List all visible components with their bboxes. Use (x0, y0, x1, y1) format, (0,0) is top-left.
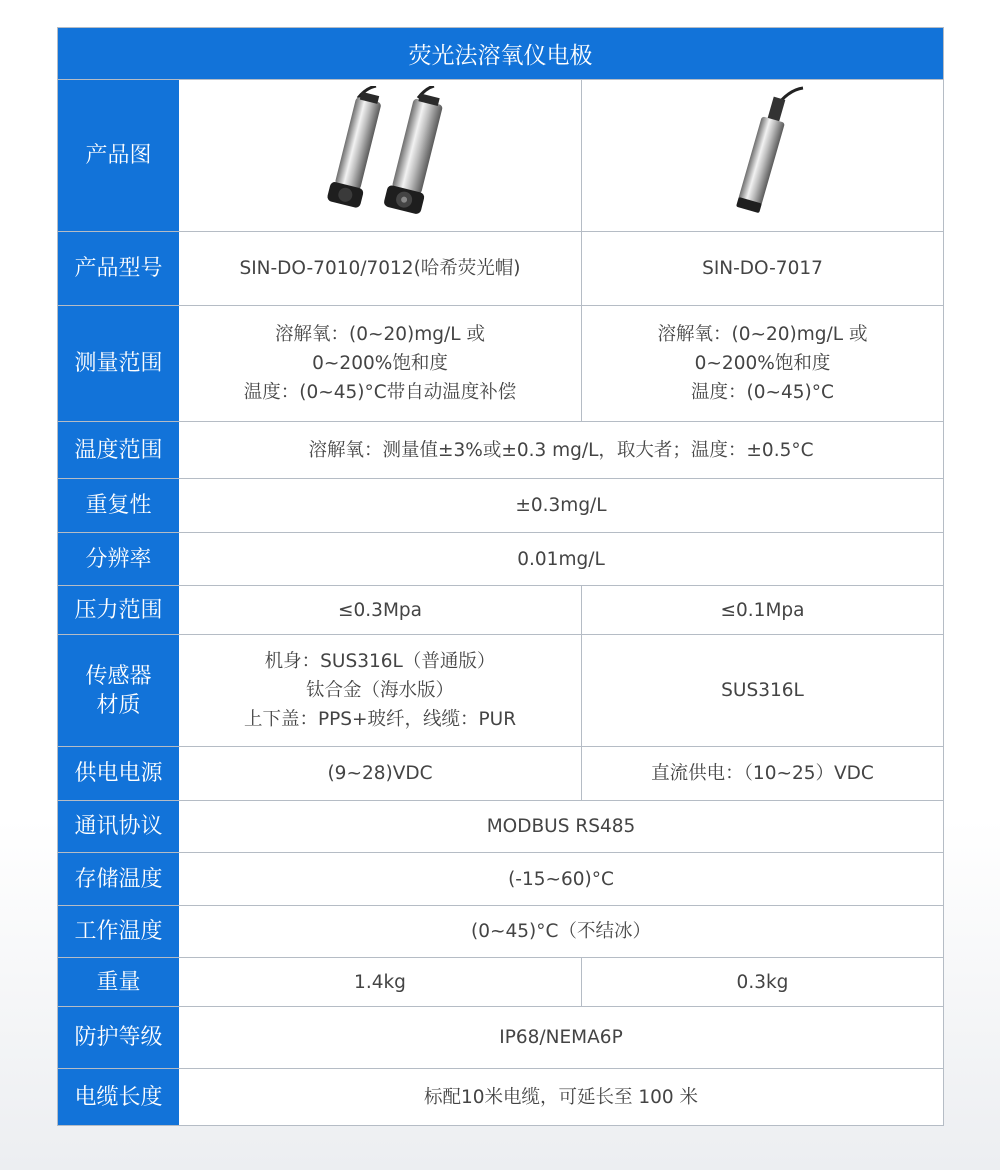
row-label: 温度范围 (58, 422, 179, 478)
cell-resolution: 0.01mg/L (517, 548, 605, 570)
cell-model-a: SIN-DO-7010/7012(哈希荧光帽) (239, 258, 521, 279)
dual-probe-image (280, 86, 480, 226)
row-power (58, 746, 943, 800)
row-model (58, 231, 943, 305)
row-measure-range (58, 305, 943, 421)
row-weight (58, 957, 943, 1006)
cell-material-b: SUS316L (581, 635, 943, 746)
cell-protection: IP68/NEMA6P (499, 1027, 623, 1048)
cell-power-a: (9~28)VDC (327, 763, 433, 784)
row-label: 分辨率 (58, 533, 179, 585)
single-probe-image (683, 86, 843, 226)
cell-storage-temp: (-15~60)°C (508, 868, 614, 890)
product-image-7010 (179, 80, 581, 231)
row-label: 电缆长度 (58, 1069, 179, 1125)
row-label: 防护等级 (58, 1007, 179, 1068)
row-cable-length (58, 1068, 943, 1125)
row-label: 通讯协议 (58, 801, 179, 852)
row-label: 产品型号 (58, 232, 179, 305)
row-label: 传感器 材质 (58, 635, 179, 746)
row-label: 供电电源 (58, 747, 179, 800)
row-repeatability (58, 478, 943, 532)
cell-repeatability: ±0.3mg/L (515, 495, 607, 516)
cell-model-b: SIN-DO-7017 (581, 232, 943, 305)
cell-pressure-b: ≤0.1Mpa (581, 586, 943, 634)
row-label: 重复性 (58, 479, 179, 532)
cell-power-b: 直流供电：（10~25）VDC (581, 747, 943, 800)
product-image-7017 (581, 80, 943, 231)
row-label: 存储温度 (58, 853, 179, 905)
cell-range-a: 溶解氧：(0~20)mg/L 或 0~200%饱和度 温度：(0~45)°C带自动温度补偿 (243, 324, 517, 403)
row-material (58, 634, 943, 746)
row-protection (58, 1006, 943, 1068)
cell-weight-a: 1.4kg (354, 971, 406, 993)
cell-range-b: 溶解氧：(0~20)mg/L 或 0~200%饱和度 温度：(0~45)°C (581, 306, 943, 421)
spec-table (57, 27, 944, 1126)
cell-protocol: MODBUS RS485 (486, 816, 636, 837)
row-label: 测量范围 (58, 306, 179, 421)
cell-material-a: 机身：SUS316L（普通版） 钛合金（海水版） 上下盖：PPS+玻纤，线缆：PUR (243, 651, 517, 730)
row-label: 重量 (58, 958, 179, 1006)
row-resolution (58, 532, 943, 585)
row-label: 压力范围 (58, 586, 179, 634)
table-title: 荧光法溶氧仪电极 (58, 28, 943, 79)
cell-weight-b: 0.3kg (581, 958, 943, 1006)
row-product-image (58, 79, 943, 231)
row-storage-temp (58, 852, 943, 905)
row-working-temp (58, 905, 943, 957)
row-temp-range (58, 421, 943, 478)
row-label: 产品图 (58, 80, 179, 231)
row-protocol (58, 800, 943, 852)
cell-temp-range: 溶解氧：测量值±3%或±0.3 mg/L，取大者；温度：±0.5°C (308, 439, 814, 461)
row-label: 工作温度 (58, 906, 179, 957)
row-pressure (58, 585, 943, 634)
cell-pressure-a: ≤0.3Mpa (338, 599, 422, 621)
cell-cable-length: 标配10米电缆，可延长至 100 米 (423, 1086, 699, 1108)
cell-working-temp: (0~45)°C（不结冰） (471, 921, 651, 942)
